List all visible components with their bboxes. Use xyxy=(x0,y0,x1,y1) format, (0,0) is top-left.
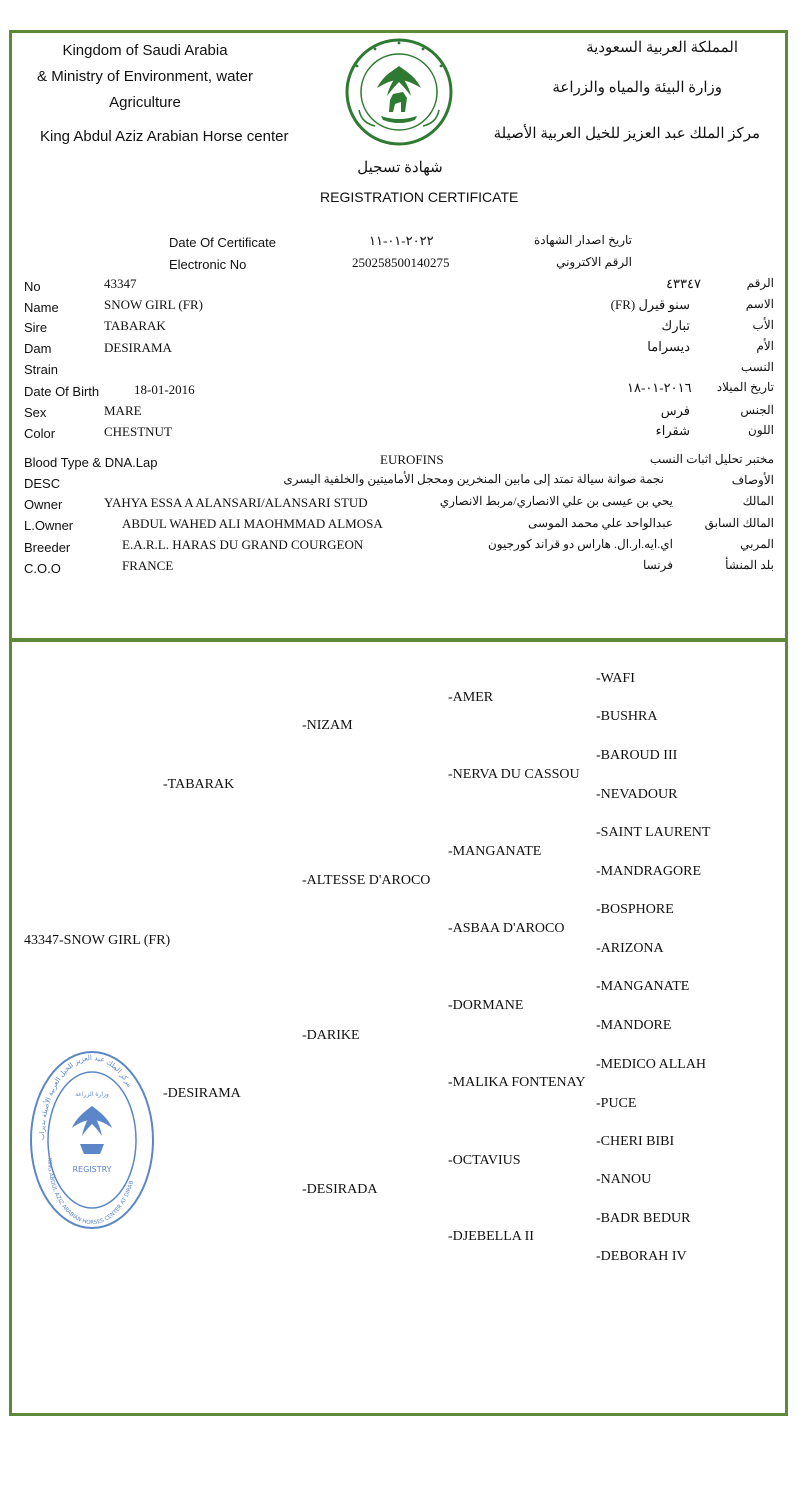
header-line-1: Kingdom of Saudi Arabia xyxy=(62,42,228,59)
pedigree-gen3-item: -OCTAVIUS xyxy=(448,1153,521,1168)
pedigree-gen3-item: -ASBAA D'AROCO xyxy=(448,921,565,936)
dob-value-ar: ٢٠١٦-٠١-١٨ xyxy=(627,380,692,395)
header-line-2: & Ministry of Environment, water xyxy=(37,68,253,85)
strain-label-ar: النسب xyxy=(740,360,774,374)
coo-value: FRANCE xyxy=(122,558,174,573)
breeder-label: Breeder xyxy=(24,540,71,555)
sire-value-ar: تبارك xyxy=(661,318,690,333)
stamp-outer-text: مركز الملك عبد العزيز للخيل العربية الأصيلة بديراب xyxy=(37,1053,134,1141)
pedigree-gen4-item: -BOSPHORE xyxy=(596,902,674,917)
color-label: Color xyxy=(24,426,56,441)
pedigree-gen4-item: -BAROUD III xyxy=(596,748,678,763)
pedigree-gen3-item: -MALIKA FONTENAY xyxy=(448,1075,586,1090)
pedigree-subject: 43347-SNOW GIRL (FR) xyxy=(24,933,171,948)
coo-value-ar: فرنسا xyxy=(642,558,673,572)
palm-icon xyxy=(72,1106,112,1154)
pedigree-sire: -TABARAK xyxy=(163,777,235,792)
breeder-value: E.A.R.L. HARAS DU GRAND COURGEON xyxy=(122,537,364,552)
owner-value: YAHYA ESSA A ALANSARI/ALANSARI STUD xyxy=(104,495,368,510)
cert-title-ar: شهادة تسجيل xyxy=(357,160,443,176)
no-value-ar: ٤٣٣٤٧ xyxy=(666,276,701,291)
kingdom-name-ar: المملكة العربية السعودية xyxy=(586,40,738,56)
color-value: CHESTNUT xyxy=(104,424,172,439)
dob-label-ar: تاريخ الميلاد xyxy=(716,380,774,394)
lowner-value: ABDUL WAHED ALI MAOHMMAD ALMOSA xyxy=(122,516,383,531)
horse-icon xyxy=(389,92,407,112)
pedigree-gen4-item: -BADR BEDUR xyxy=(596,1211,691,1226)
date-value: ٢٠٢٢-٠١-١١ xyxy=(369,233,434,248)
lowner-label-ar: المالك السابق xyxy=(704,516,774,530)
sex-label: Sex xyxy=(24,405,47,420)
palm-icon xyxy=(377,66,421,96)
date-label-ar: تاريخ اصدار الشهادة xyxy=(533,233,632,247)
lab-value: EUROFINS xyxy=(380,452,444,467)
pedigree-gen4-item: -PUCE xyxy=(596,1096,637,1111)
strain-label: Strain xyxy=(24,362,58,377)
owner-label: Owner xyxy=(24,497,63,512)
sire-label: Sire xyxy=(24,320,48,335)
color-value-ar: شقراء xyxy=(655,423,690,438)
pedigree-gen2-item: -ALTESSE D'AROCO xyxy=(302,873,431,888)
pedigree-gen3-item: -MANGANATE xyxy=(448,844,542,859)
registry-stamp xyxy=(28,1048,156,1232)
pedigree-gen4-item: -MEDICO ALLAH xyxy=(596,1057,707,1072)
logo-outer-ring xyxy=(347,40,451,144)
stamp-registry-word: REGISTRY xyxy=(72,1165,112,1174)
desc-value-ar: نجمة صوانة سيالة تمتد إلى مابين المنخرين ومحجل الأماميتين والخلفية اليسرى xyxy=(283,472,664,486)
coo-label: C.O.O xyxy=(24,561,61,576)
ministry-logo xyxy=(343,36,455,148)
dam-value-ar: ديسراما xyxy=(647,339,690,354)
dob-label: Date Of Birth xyxy=(24,384,100,399)
coo-label-ar: بلد المنشأ xyxy=(725,558,774,572)
ministry-name-ar: وزارة البيئة والمياه والزراعة xyxy=(552,80,722,96)
pedigree-gen4-item: -MANDRAGORE xyxy=(596,864,701,879)
desc-label: DESC xyxy=(24,476,61,491)
breeder-value-ar: اي.ايه.ار.ال. هاراس دو قراند كورجيون xyxy=(487,537,673,551)
logo-inner-ring xyxy=(361,54,437,130)
pedigree-gen4-item: -MANGANATE xyxy=(596,979,690,994)
electronic-label-ar: الرقم الاكتروني xyxy=(556,255,632,269)
sex-value: MARE xyxy=(104,403,142,418)
pedigree-gen3-item: -NERVA DU CASSOU xyxy=(448,767,580,782)
no-label-ar: الرقم xyxy=(746,276,774,290)
lab-label: Blood Type & DNA.Lap xyxy=(24,455,158,470)
pedigree-gen3-item: -AMER xyxy=(448,690,494,705)
ministry-name-en xyxy=(30,38,260,116)
sire-value: TABARAK xyxy=(104,318,166,333)
center-name-en: King Abdul Aziz Arabian Horse center xyxy=(40,128,289,145)
dam-value: DESIRAMA xyxy=(104,340,172,355)
pedigree-gen3-item: -DORMANE xyxy=(448,998,524,1013)
stamp-bottom-text: KING ABDUL AZIZ ARABIAN HORSES CENTER AT DIRAB xyxy=(45,1157,136,1227)
pedigree-gen2-item: -DARIKE xyxy=(302,1028,360,1043)
no-label: No xyxy=(24,279,41,294)
sex-value-ar: فرس xyxy=(660,403,690,418)
pedigree-gen4-item: -NEVADOUR xyxy=(596,787,678,802)
pedigree-gen4-item: -BUSHRA xyxy=(596,709,658,724)
sex-label-ar: الجنس xyxy=(740,403,774,417)
lowner-value-ar: عبدالواحد علي محمد الموسى xyxy=(527,516,673,530)
center-name-ar: مركز الملك عبد العزيز للخيل العربية الأصيلة xyxy=(493,126,760,142)
pedigree-gen4-item: -NANOU xyxy=(596,1172,652,1187)
pedigree-gen4-item: -DEBORAH IV xyxy=(596,1249,687,1264)
logo-base xyxy=(381,116,417,123)
date-label-en: Date Of Certificate xyxy=(169,235,276,250)
pedigree-gen4-item: -CHERI BIBI xyxy=(596,1134,675,1149)
name-value: SNOW GIRL (FR) xyxy=(104,297,203,312)
pedigree-gen4-item: -SAINT LAURENT xyxy=(596,825,711,840)
electronic-value: 250258500140275 xyxy=(352,255,450,270)
lab-label-ar: مختبر تحليل اثبات النسب xyxy=(649,452,774,466)
name-label-ar: الاسم xyxy=(745,297,774,311)
owner-value-ar: يحي بن عيسى بن علي الانصاري/مربط الانصاري xyxy=(439,494,673,508)
stamp-outer-ring xyxy=(31,1052,153,1228)
pedigree-gen4-item: -MANDORE xyxy=(596,1018,672,1033)
lowner-label: L.Owner xyxy=(24,518,74,533)
pedigree-gen2-item: -DESIRADA xyxy=(302,1182,378,1197)
name-label: Name xyxy=(24,300,59,315)
color-label-ar: اللون xyxy=(748,423,774,437)
cert-title-en: REGISTRATION CERTIFICATE xyxy=(320,189,519,205)
owner-label-ar: المالك xyxy=(742,494,774,508)
dam-label-ar: الأم xyxy=(756,339,774,353)
pedigree-dam: -DESIRAMA xyxy=(163,1086,241,1101)
stamp-inner-text: وزارة الزراعة xyxy=(75,1091,109,1098)
electronic-label-en: Electronic No xyxy=(169,257,247,272)
dob-value: 18-01-2016 xyxy=(134,382,195,397)
pedigree-gen4-item: -WAFI xyxy=(596,671,635,686)
pedigree-gen4-item: -ARIZONA xyxy=(596,941,664,956)
name-value-ar: (FR) سنو قيرل xyxy=(610,297,690,312)
no-value: 43347 xyxy=(104,276,137,291)
desc-label-ar: الأوصاف xyxy=(731,473,774,487)
header-line-3: Agriculture xyxy=(109,94,181,111)
breeder-label-ar: المربي xyxy=(740,537,774,551)
pedigree-gen2-item: -NIZAM xyxy=(302,718,353,733)
dam-label: Dam xyxy=(24,341,52,356)
sire-label-ar: الأب xyxy=(752,318,774,332)
pedigree-gen3-item: -DJEBELLA II xyxy=(448,1229,534,1244)
